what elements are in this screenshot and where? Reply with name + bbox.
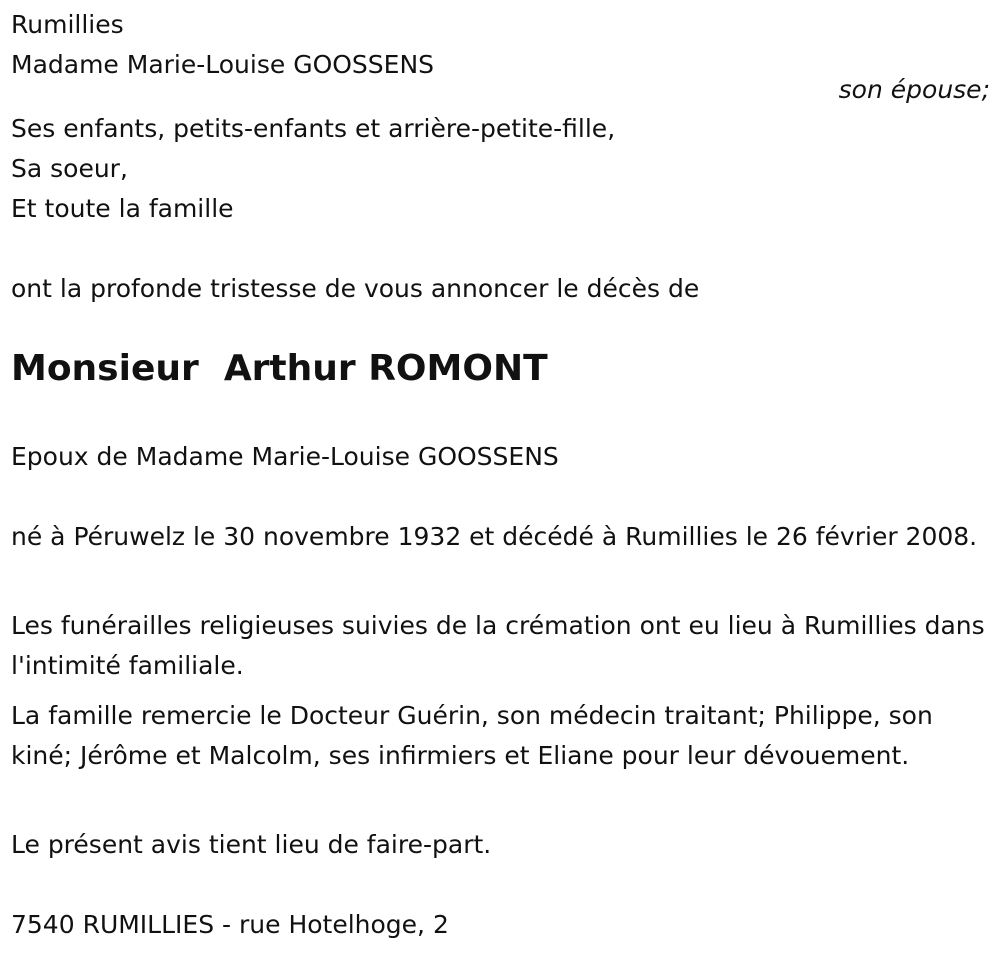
announcement: ont la profonde tristesse de vous annoncer le décès de [11,274,700,303]
locality: Rumillies [11,10,124,39]
spouse-line: Epoux de Madame Marie-Louise GOOSSENS [11,442,559,471]
funeral-text: Les funérailles religieuses suivies de la crémation ont eu lieu à Rumillies dans l'intimité familiale. [11,611,985,680]
thanks-text: La famille remercie le Docteur Guérin, son médecin traitant; Philippe, son kiné; Jérôme et Malcolm, ses infirmiers et Eliane pour leur dévouement. [11,701,933,770]
address: 7540 RUMILLIES - rue Hotelhoge, 2 [11,910,449,939]
family-all: Et toute la famille [11,194,234,223]
notice-text: Le présent avis tient lieu de faire-part. [11,830,492,859]
deceased-name: Monsieur Arthur ROMONT [11,348,548,389]
spouse-name: Madame Marie-Louise GOOSSENS [11,50,435,79]
family-sister: Sa soeur, [11,154,128,183]
spouse-role: son épouse; [838,75,990,104]
family-children: Ses enfants, petits-enfants et arrière-petite-fille, [11,114,616,143]
birth-death-text: né à Péruwelz le 30 novembre 1932 et décédé à Rumillies le 26 février 2008. [11,522,978,551]
